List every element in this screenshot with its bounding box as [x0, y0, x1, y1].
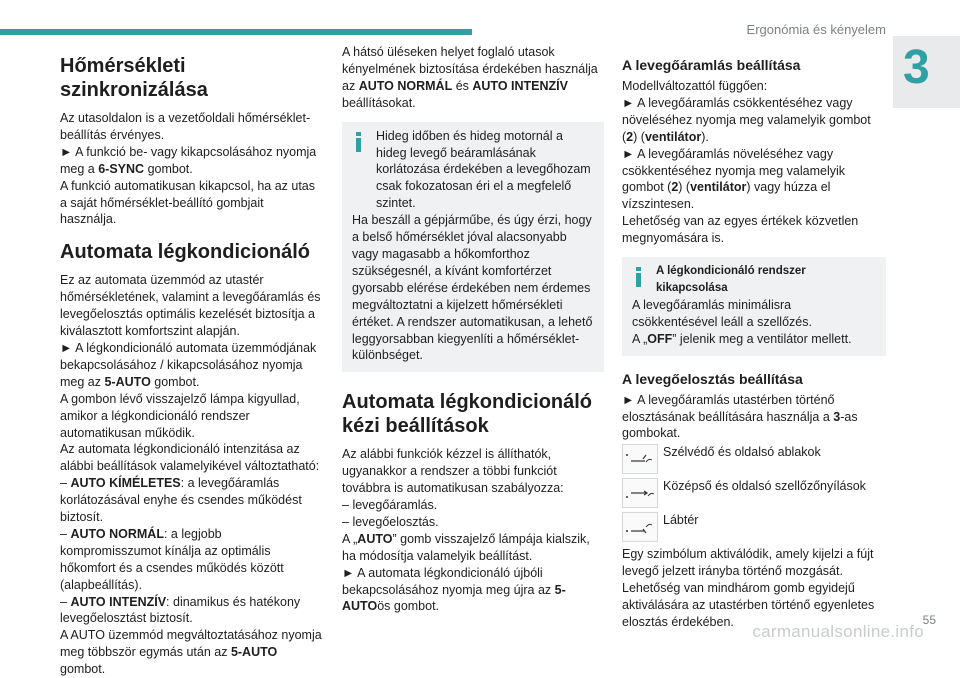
- text: A AUTO üzemmód megváltoztatásához nyomja meg többször egymás után az: [60, 628, 322, 660]
- windscreen-airflow-icon: [622, 444, 658, 474]
- text: és: [455, 78, 469, 93]
- option-eco: – AUTO KÍMÉLETES: a levegőáramlás korlátozásával enyhe és csendes működést biztosít.: [60, 476, 302, 525]
- key-6-sync: 6-SYNC: [98, 161, 145, 176]
- column-2: [342, 44, 604, 615]
- chapter-title: Ergonómia és kényelem: [746, 22, 886, 37]
- text: beállításokat.: [342, 95, 416, 110]
- para-sync-2: ► A funkció be- vagy kikapcsolásához nyomja meg a 6-SYNC gombot.: [60, 144, 317, 176]
- text: levegőelosztás.: [352, 514, 439, 529]
- label-footwell: Lábtér: [663, 513, 699, 528]
- label-windscreen: Szélvédő és oldalsó ablakok: [663, 445, 821, 460]
- text: A levegőáramlás csökkentéséhez vagy növeléséhez nyomja meg valamelyik gombot (: [622, 95, 871, 144]
- mode-label: AUTO INTENZÍV: [472, 78, 568, 93]
- text: gombot.: [147, 161, 193, 176]
- option-label: AUTO INTENZÍV: [70, 594, 167, 609]
- para-sync-1: Az utasoldalon is a vezetőoldali hőmérséklet-beállítás érvényes.: [60, 111, 311, 142]
- distribution-footwell: [622, 512, 886, 542]
- list-item-distribution: – levegőelosztás.: [342, 514, 439, 529]
- text: ) vagy húzza el vízszintesen.: [622, 180, 831, 212]
- option-label: AUTO KÍMÉLETES: [70, 476, 181, 491]
- para-distribution-1: ► A levegőáramlás utastérben történő elosztásának beállítására használja a 3-as gombokat.: [622, 392, 858, 441]
- key-5-auto: 5-AUTO: [104, 374, 151, 389]
- header-accent-bar: [0, 29, 472, 35]
- text: A légkondicionáló automata üzemmódjának bekapcsolásához / kikapcsolásához nyomja meg az: [60, 340, 317, 389]
- heading-manual-settings: Automata légkondicionáló kézi beállítások: [342, 391, 593, 438]
- text: A automata légkondicionáló újbóli bekapcsolásához nyomja meg újra az: [342, 565, 552, 597]
- text: A „: [342, 531, 358, 546]
- para-distribution-2: Egy szimbólum aktiválódik, amely kijelzi a fújt levegő jelzett irányba történő mozgását.: [622, 547, 874, 579]
- key-off: OFF: [647, 331, 673, 346]
- vents-airflow-icon: [622, 478, 658, 508]
- key-auto: AUTO: [357, 531, 393, 546]
- note-text-1: Hideg időben és hideg motornál a hideg levegő beáramlásának korlátozása érdekében a levegőhozam csak fokozatosan éri el a megfelelő szintet.: [376, 128, 591, 211]
- para-manual-3: ► A automata légkondicionáló újbóli bekapcsolásához nyomja meg újra az 5-AUTOös gombot.: [342, 565, 566, 614]
- para-sync-3: A funkció automatikusan kikapcsol, ha az utas a saját hőmérséklet-beállító gombjait használja.: [60, 178, 316, 227]
- key-label: ventilátor: [690, 180, 747, 195]
- heading-auto-ac: Automata légkondicionáló: [60, 241, 311, 264]
- key-2: 2: [626, 129, 634, 144]
- info-icon: [354, 132, 364, 152]
- para-airflow-1: Modellváltozattól függően:: [622, 79, 768, 93]
- para-airflow-3: ► A levegőáramlás növeléséhez vagy csökkentéséhez nyomja meg valamelyik gombot (2) (ventilátor) vagy húzza el vízszintesen.: [622, 146, 846, 212]
- note-text-2: [632, 331, 876, 348]
- para-airflow-2: ► A levegőáramlás csökkentéséhez vagy növeléséhez nyomja meg valamelyik gombot (2) (ventilátor).: [622, 95, 871, 144]
- text: ös gombot.: [377, 599, 440, 614]
- text: gombot.: [154, 374, 200, 389]
- option-normal: – AUTO NORMÁL: a legjobb kompromisszumot kínálja az optimális hőkomfort és a csendes működés között (alapbeállítás).: [60, 526, 284, 592]
- page-number: 55: [922, 613, 936, 627]
- mode-label: AUTO NORMÁL: [358, 78, 453, 93]
- info-icon: [634, 267, 644, 287]
- heading-temp-sync: Hőmérsékleti szinkronizálása: [60, 55, 208, 101]
- para-auto-3: A gombon lévő visszajelző lámpa kigyullad, amikor a légkondicionáló rendszer automatikusan működik.: [60, 391, 300, 440]
- para-manual-2: [342, 531, 604, 565]
- heading-airflow: A levegőáramlás beállítása: [622, 57, 801, 73]
- option-intensive: – AUTO INTENZÍV: dinamikus és hatékony levegőelosztást biztosít.: [60, 594, 301, 626]
- text: ) (: [633, 129, 645, 144]
- para-auto-5: [60, 627, 322, 678]
- info-note-ac-off: [622, 257, 886, 356]
- para-rear-seats: [342, 44, 604, 112]
- text: ” jelenik meg a ventilátor mellett.: [672, 331, 852, 346]
- column-3: [622, 44, 886, 631]
- label-vents: Középső és oldalsó szellőzőnyílások: [663, 479, 866, 494]
- text: : a legjobb kompromisszumot kínálja az optimális hőkomfort és a csendes működés között (alapbeállítás).: [60, 526, 284, 592]
- key-label: ventilátor: [644, 129, 702, 144]
- text: A hátsó üléseken helyet foglaló utasok kényelmének biztosítása érdekében használja az: [342, 45, 598, 93]
- text: : dinamikus és hatékony levegőelosztást biztosít.: [60, 594, 301, 626]
- para-airflow-4: Lehetőség van az egyes értékek közvetlen megnyomására is.: [622, 214, 859, 246]
- distribution-vents: [622, 478, 886, 508]
- distribution-windscreen: [622, 444, 886, 474]
- text: -as gombokat.: [622, 409, 858, 441]
- note-text-2: Ha beszáll a gépjárműbe, és úgy érzi, hogy a belső hőmérséklet jóval alacsonyabb vagy magasabb a hőkomforthoz szükségesnél, a kívánt komfortérzet gyorsabb elérése érdekében nem érdemes megváltoztatni a kijelzett hőmérsékleti értéket. A rendszer automatikusan, a lehető leggyorsabban kiegyenlíti a hőmérséklet-különbséget.: [352, 213, 593, 363]
- option-label: AUTO NORMÁL: [70, 526, 164, 541]
- text: A levegőáramlás utastérben történő elosztásának beállítására használja a: [622, 392, 835, 424]
- para-distribution-3: Lehetőség van mindhárom gomb egyidejű aktiválására az utastérben történő egyenletes elosztás érdekében.: [622, 581, 875, 629]
- text: A funkció be- vagy kikapcsolásához nyomja meg a: [60, 144, 317, 176]
- footwell-airflow-icon: [622, 512, 658, 542]
- heading-distribution: A levegőelosztás beállítása: [622, 370, 803, 387]
- text: A „: [632, 331, 648, 346]
- para-manual-1: Az alábbi funkciók kézzel is állíthatók, ugyanakkor a rendszer a többi funkciót továbbra is automatikusan szabályozza:: [342, 447, 564, 496]
- list-item-airflow: – levegőáramlás.: [342, 498, 438, 513]
- key-2: 2: [671, 180, 679, 195]
- column-1: [60, 44, 322, 678]
- text: ) (: [678, 180, 691, 195]
- note-text-1: A levegőáramlás minimálisra csökkentésével leáll a szellőzés.: [632, 297, 812, 329]
- text: levegőáramlás.: [352, 498, 438, 513]
- watermark: carmanualsonline.info: [752, 622, 924, 641]
- text: gombot.: [60, 662, 106, 677]
- key-5-auto: 5-AUTO: [342, 582, 566, 614]
- text: : a levegőáramlás korlátozásával enyhe és csendes működést biztosít.: [60, 476, 302, 525]
- text: ” gomb visszajelző lámpája kialszik, ha módosítja valamelyik beállítást.: [342, 531, 590, 563]
- para-auto-1: Ez az automata üzemmód az utastér hőmérsékletének, valamint a levegőáramlás és levegőelosztás optimális kezelését biztosítja a kiválasztott komfortszint alapján.: [60, 273, 321, 339]
- chapter-number: 3: [903, 41, 930, 94]
- note-title: A légkondicionáló rendszer kikapcsolása: [656, 265, 806, 294]
- para-auto-2: ► A légkondicionáló automata üzemmódjának bekapcsolásához / kikapcsolásához nyomja meg az 5-AUTO gombot.: [60, 340, 317, 389]
- text: ).: [701, 129, 709, 144]
- key-5-auto: 5-AUTO: [230, 645, 278, 660]
- para-auto-4: Az automata légkondicionáló intenzitása az alábbi beállítások valamelyikével változtatható:: [60, 442, 320, 474]
- info-note: [342, 122, 604, 373]
- text: A levegőáramlás növeléséhez vagy csökkentéséhez nyomja meg valamelyik gombot (: [622, 146, 846, 195]
- key-3: 3: [833, 409, 841, 424]
